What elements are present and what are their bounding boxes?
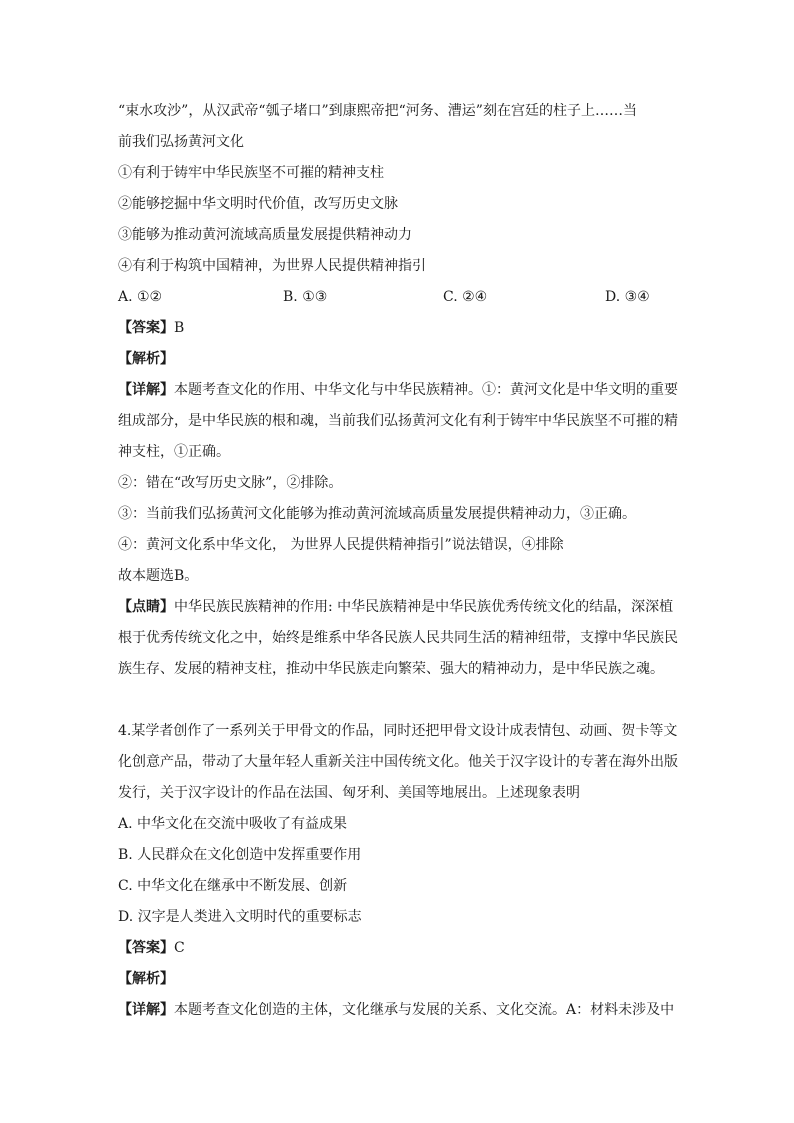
q4-option-b: B. 人民群众在文化创造中发挥重要作用 <box>118 847 362 863</box>
q4-option-c: C. 中华文化在继承中不断发展、创新 <box>118 878 348 894</box>
q4-stem-line: 化创意产品，带动了大量年轻人重新关注中国传统文化。他关于汉字设计的专著在海外出版 <box>118 754 678 770</box>
q3-tip-line: 根于优秀传统文化之中，始终是维系中华各民族人民共同生活的精神纽带，支撑中华民族民 <box>118 630 678 646</box>
document-content <box>118 96 678 1026</box>
answer-value: C <box>174 940 185 956</box>
q3-detail-line: 【详解】本题考查文化的作用、中华文化与中华民族精神。①：黄河文化是中华文明的重要 <box>118 382 678 398</box>
tip-tag: 【点睛】 <box>118 599 174 615</box>
q4-analysis <box>118 964 678 995</box>
q3-option-d: D. ③④ <box>605 289 650 305</box>
q3-item: ①有利于铸牢中华民族坚不可摧的精神支柱 <box>118 165 384 181</box>
q3-item: ②能够挖掘中华文明时代价值，改写历史文脉 <box>118 196 398 212</box>
q3-tip-line: 族生存、发展的精神支柱，推动中华民族走向繁荣、强大的精神动力，是中华民族之魂。 <box>118 661 664 677</box>
analysis-tag: 【解析】 <box>118 351 174 367</box>
answer-tag: 【答案】 <box>118 940 174 956</box>
analysis-tag: 【解析】 <box>118 971 174 987</box>
detail-tag: 【详解】 <box>118 1002 174 1018</box>
q3-item: ③能够为推动黄河流域高质量发展提供精神动力 <box>118 227 412 243</box>
q3-detail-line: 组成部分，是中华民族的根和魂，当前我们弘扬黄河文化有利于铸牢中华民族坚不可摧的精 <box>118 413 678 429</box>
q4-option-a: A. 中华文化在交流中吸收了有益成果 <box>118 816 348 832</box>
q3-line: ②：错在“改写历史文脉”，②排除。 <box>118 475 343 491</box>
answer-tag: 【答案】 <box>118 320 174 336</box>
q3-detail-line: 神支柱，①正确。 <box>118 444 230 460</box>
q3-stem-line: 前我们弘扬黄河文化 <box>118 134 244 150</box>
q3-line: ③：当前我们弘扬黄河文化能够为推动黄河流域高质量发展提供精神动力，③正确。 <box>118 506 636 522</box>
q4-option-d: D. 汉字是人类进入文明时代的重要标志 <box>118 909 362 925</box>
q3-analysis <box>118 344 678 375</box>
q3-line: ④：黄河文化系中华文化， 为世界人民提供精神指引”说法错误，④排除 <box>118 537 564 553</box>
q4-stem-line: 发行，关于汉字设计的作品在法国、匈牙利、美国等地展出。上述现象表明 <box>118 785 580 801</box>
q3-item: ④有利于构筑中国精神，为世界人民提供精神指引 <box>118 258 426 274</box>
q3-answer <box>118 313 678 344</box>
q3-option-b: B. ①③ <box>283 289 328 305</box>
answer-value: B <box>174 320 185 336</box>
q3-stem-line: “束水攻沙”，从汉武帝“瓠子堵口”到康熙帝把“河务、漕运”刻在宫廷的柱子上……当 <box>118 103 637 119</box>
q3-options <box>118 282 678 313</box>
q3-option-c: C. ②④ <box>443 289 488 305</box>
q3-option-a: A. ①② <box>118 289 163 305</box>
detail-tag: 【详解】 <box>118 382 174 398</box>
q3-line: 故本题选B。 <box>118 568 199 584</box>
q4-stem-line: 4.某学者创作了一系列关于甲骨文的作品，同时还把甲骨文设计成表情包、动画、贺卡等文 <box>118 723 678 739</box>
q3-tip-line: 【点睛】中华民族民族精神的作用: 中华民族精神是中华民族优秀传统文化的结晶，深深植 <box>118 599 674 615</box>
q4-detail-line: 【详解】本题考查文化创造的主体，文化继承与发展的关系、文化交流。A：材料未涉及中 <box>118 1002 675 1018</box>
section-gap <box>118 685 678 716</box>
q4-answer <box>118 933 678 964</box>
